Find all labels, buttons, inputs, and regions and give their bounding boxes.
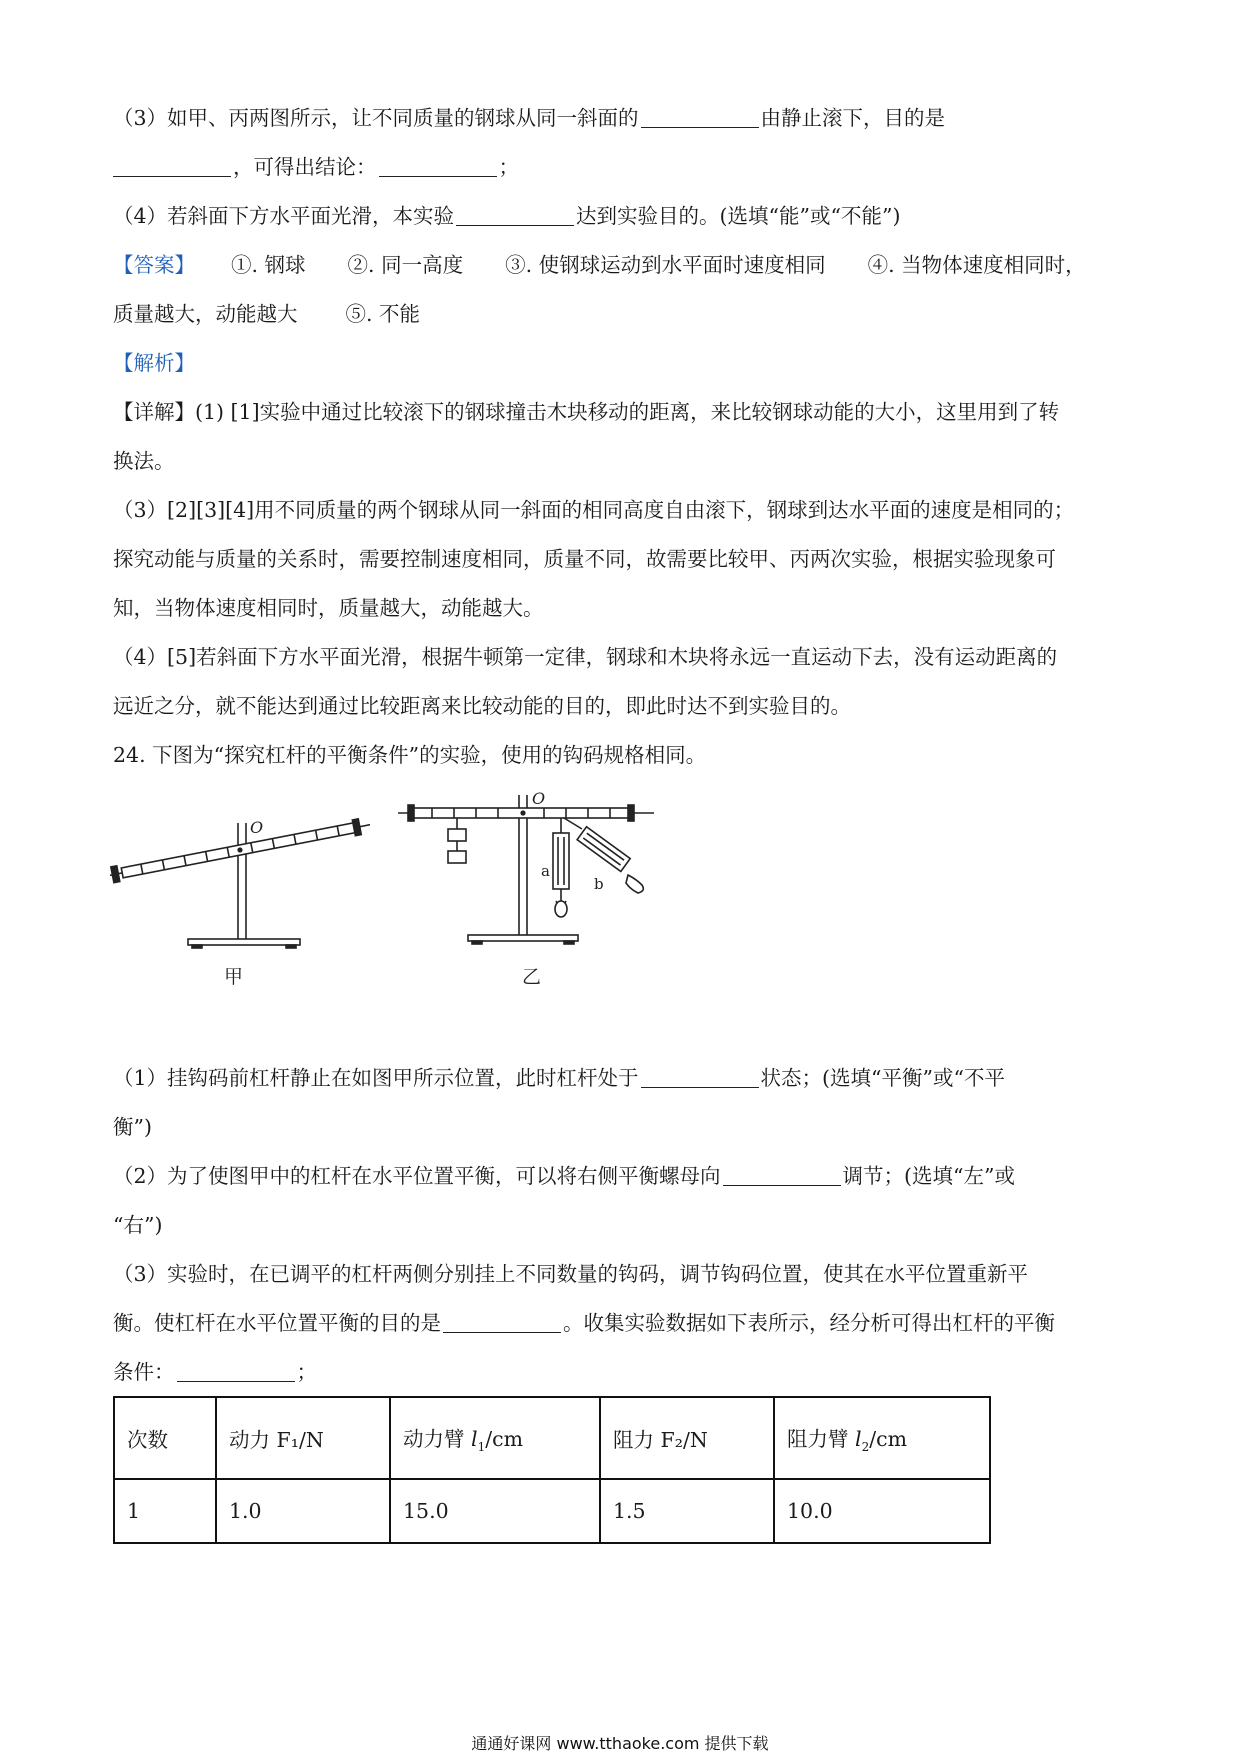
- answer-blank[interactable]: [443, 1312, 561, 1333]
- detail-4a: （4）[5]若斜面下方水平面光滑，根据牛顿第一定律，钢球和木块将永远一直运动下去，没有运动距离的: [113, 645, 1058, 669]
- answer-item-4: ④. 当物体速度相同时，: [867, 253, 1086, 277]
- header-cell: 动力臂 $l_1/cm$: [390, 1397, 600, 1479]
- scale-a-label: a: [541, 862, 550, 880]
- detail-1a: 【详解】(1) [1]实验中通过比较滚下的钢球撞击木块移动的距离，来比较钢球动能的大小，这里用到了转: [113, 400, 1060, 424]
- answer-item-5: ⑤. 不能: [345, 302, 421, 326]
- q24-p3-line2: [113, 1309, 1055, 1337]
- detail-3a: （3）[2][3][4]用不同质量的两个钢球从同一斜面的相同高度自由滚下，钢球到达水平面的速度是相同的；: [113, 498, 1075, 522]
- q24-stem: 24. 下图为“探究杠杆的平衡条件”的实验，使用的钩码规格相同。: [113, 743, 707, 767]
- answer-blank[interactable]: [379, 156, 497, 177]
- detail-3b: 探究动能与质量的关系时，需要控制速度相同，质量不同，故需要比较甲、丙两次实验，根据实验现象可: [113, 547, 1056, 571]
- analysis-tag: 【解析】: [113, 351, 195, 375]
- q23-part4-line: [113, 202, 900, 230]
- table-cell: 1.5: [600, 1479, 774, 1543]
- q23-part3-text-d: ；: [498, 155, 519, 179]
- q24-p3-text-e: ；: [296, 1360, 317, 1384]
- q24-p2-text-b: 调节；(选填“左”或: [842, 1164, 1016, 1188]
- answer-blank[interactable]: [641, 1067, 759, 1088]
- answer-item-1: ①. 钢球: [231, 253, 306, 277]
- pivot-label-b: O: [532, 789, 546, 808]
- q23-part3-line1: [113, 104, 945, 132]
- answer-blank[interactable]: [113, 156, 231, 177]
- answer-blank[interactable]: [456, 205, 574, 226]
- detail-3c: 知，当物体速度相同时，质量越大，动能越大。: [113, 596, 544, 620]
- figure-b-caption: 乙: [522, 966, 542, 988]
- q24-p1-line1: [113, 1064, 1005, 1092]
- answer-blank[interactable]: [177, 1361, 295, 1382]
- header-cell: 阻力臂 $l_2/cm$: [774, 1397, 990, 1479]
- header-cell: 阻力 F₂/N: [600, 1397, 774, 1479]
- q24-p1-text-b: 状态；(选填“平衡”或“不平: [760, 1066, 1005, 1090]
- answer-item-2: ②. 同一高度: [347, 253, 464, 277]
- q24-p3-line3: [113, 1358, 317, 1386]
- q24-p2-line2: “右”): [113, 1213, 163, 1237]
- q24-p3-text-d: 条件：: [113, 1360, 175, 1384]
- page-footer: 通通好课网 www.tthaoke.com 提供下载: [471, 1734, 769, 1753]
- header-cell: 动力 F₁/N: [216, 1397, 390, 1479]
- q24-p2-text-a: （2）为了使图甲中的杠杆在水平位置平衡，可以将右侧平衡螺母向: [113, 1164, 721, 1188]
- q24-p3-text-c: 。收集实验数据如下表所示，经分析可得出杠杆的平衡: [563, 1311, 1055, 1335]
- table-cell: 15.0: [390, 1479, 600, 1543]
- pivot-label-a: O: [250, 818, 264, 837]
- analysis-tag-line: [113, 349, 195, 377]
- q23-part3-text-a: （3）如甲、丙两图所示，让不同质量的钢球从同一斜面的: [113, 106, 639, 130]
- lever-figure-a: [110, 795, 370, 965]
- figure-a-caption: 甲: [224, 966, 244, 988]
- lever-data-table: [113, 1396, 991, 1544]
- q23-part3-line2: [113, 153, 519, 181]
- lever-figure-b: [398, 785, 658, 965]
- table-cell: 1: [114, 1479, 216, 1543]
- answer-item-3: ③. 使钢球运动到水平面时速度相同: [505, 253, 826, 277]
- header-cell: 次数: [114, 1397, 216, 1479]
- answer-blank[interactable]: [641, 107, 759, 128]
- q24-p2-line1: [113, 1162, 1015, 1190]
- table-row: [114, 1479, 990, 1543]
- q24-p3-text-b: 衡。使杠杆在水平位置平衡的目的是: [113, 1311, 441, 1335]
- q24-p1-text-a: （1）挂钩码前杠杆静止在如图甲所示位置，此时杠杆处于: [113, 1066, 639, 1090]
- q23-part4-text-b: 达到实验目的。(选填“能”或“不能”): [576, 204, 901, 228]
- answer-blank[interactable]: [723, 1165, 841, 1186]
- answer-line-2: [113, 300, 420, 328]
- scale-b-label: b: [594, 875, 604, 893]
- q23-part4-text-a: （4）若斜面下方水平面光滑，本实验: [113, 204, 455, 228]
- q24-p1-line2: 衡”): [113, 1115, 152, 1139]
- answer-item-4-cont: 质量越大，动能越大: [113, 302, 298, 326]
- q23-part3-text-b: 由静止滚下，目的是: [760, 106, 946, 130]
- answer-line-1: [113, 251, 1086, 279]
- q23-part3-text-c: ，可得出结论：: [233, 155, 377, 179]
- table-cell: 10.0: [774, 1479, 990, 1543]
- detail-4b: 远近之分，就不能达到通过比较距离来比较动能的目的，即此时达不到实验目的。: [113, 694, 851, 718]
- table-cell: 1.0: [216, 1479, 390, 1543]
- detail-1b: 换法。: [113, 449, 175, 473]
- answer-tag: 【答案】: [113, 253, 195, 277]
- table-header-row: [114, 1397, 990, 1479]
- q24-p3-line1: （3）实验时，在已调平的杠杆两侧分别挂上不同数量的钩码，调节钩码位置，使其在水平位置重新平: [113, 1262, 1029, 1286]
